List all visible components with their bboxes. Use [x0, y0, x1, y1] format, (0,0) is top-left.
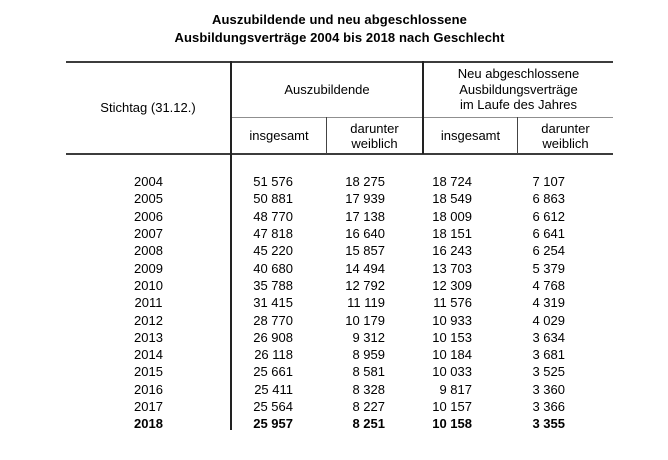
value-cell: 25 564 — [253, 399, 293, 414]
value-cell: 17 939 — [345, 191, 385, 207]
value-cell: 40 680 — [253, 260, 293, 276]
value-cell: 4 319 — [532, 295, 565, 311]
table-row — [66, 415, 613, 432]
value-cell: 8 251 — [352, 416, 385, 432]
header-group-neuvertraege-line1: Neu abgeschlossene — [457, 66, 580, 82]
year-cell: 2017 — [134, 399, 163, 414]
value-cell: 6 612 — [532, 208, 565, 224]
table-row — [66, 363, 613, 380]
table-title — [66, 11, 613, 46]
header-group-neuvertraege — [424, 61, 613, 118]
table-row — [66, 277, 613, 294]
header-group-auszubildende-label: Auszubildende — [284, 81, 370, 97]
value-cell: 6 641 — [532, 226, 565, 242]
value-cell: 8 328 — [352, 381, 385, 397]
header-border-bottom — [66, 153, 613, 155]
value-cell: 9 312 — [352, 329, 385, 345]
value-cell: 9 817 — [439, 381, 472, 397]
table-row — [66, 208, 613, 225]
subheader-label: weiblich — [351, 135, 398, 151]
value-cell: 7 107 — [532, 174, 565, 190]
value-cell: 10 179 — [345, 312, 385, 328]
header-stichtag-label: Stichtag (31.12.) — [100, 99, 196, 115]
value-cell: 16 243 — [432, 243, 472, 259]
value-cell: 31 415 — [253, 295, 293, 311]
value-cell: 11 576 — [433, 295, 472, 311]
value-cell: 18 549 — [432, 191, 472, 207]
year-cell: 2015 — [134, 364, 163, 380]
subheader-auszubildende-weiblich — [327, 118, 422, 153]
value-cell: 10 184 — [432, 347, 472, 363]
year-cell: 2009 — [134, 260, 163, 276]
value-cell: 3 525 — [532, 364, 565, 380]
value-cell: 47 818 — [253, 226, 293, 242]
value-cell: 15 857 — [345, 243, 385, 259]
year-cell: 2007 — [134, 226, 163, 242]
table-row — [66, 381, 613, 398]
value-cell: 18 009 — [432, 208, 472, 224]
year-cell: 2006 — [134, 208, 163, 224]
table-row — [66, 225, 613, 242]
value-cell: 16 640 — [345, 226, 385, 242]
value-cell: 25 411 — [254, 381, 293, 397]
value-cell: 10 158 — [432, 416, 472, 432]
table-row — [66, 190, 613, 207]
year-cell: 2013 — [134, 329, 163, 345]
header-group-auszubildende — [232, 62, 422, 117]
year-cell: 2005 — [134, 191, 163, 207]
year-cell: 2012 — [134, 312, 163, 328]
header-stichtag — [66, 62, 230, 153]
value-cell: 13 703 — [432, 260, 472, 276]
value-cell: 6 254 — [532, 243, 565, 259]
year-cell: 2014 — [134, 347, 163, 363]
table-row — [66, 173, 613, 190]
value-cell: 18 151 — [432, 226, 472, 242]
subheader-label: insgesamt — [440, 127, 501, 143]
value-cell: 12 792 — [345, 277, 385, 293]
year-cell: 2011 — [134, 295, 163, 311]
value-cell: 28 770 — [253, 312, 293, 328]
value-cell: 25 957 — [253, 416, 293, 432]
table-row — [66, 311, 613, 328]
value-cell: 45 220 — [253, 243, 293, 259]
value-cell: 11 119 — [347, 295, 385, 311]
table-row — [66, 398, 613, 415]
year-cell: 2018 — [134, 416, 163, 432]
subheader-label: darunter — [350, 120, 399, 136]
subheader-neuvertraege-weiblich — [518, 118, 613, 153]
table-row — [66, 346, 613, 363]
value-cell: 48 770 — [253, 208, 293, 224]
value-cell: 18 275 — [345, 174, 385, 190]
value-cell: 4 029 — [532, 312, 565, 328]
year-cell: 2008 — [134, 243, 163, 259]
subheader-neuvertraege-insgesamt — [424, 118, 517, 153]
value-cell: 35 788 — [253, 277, 293, 293]
value-cell: 17 138 — [345, 208, 385, 224]
value-cell: 3 634 — [532, 329, 565, 345]
table-row — [66, 242, 613, 259]
value-cell: 3 366 — [532, 399, 565, 414]
value-cell: 51 576 — [253, 174, 293, 190]
value-cell: 8 227 — [352, 399, 385, 414]
table-rows — [66, 173, 613, 432]
value-cell: 18 724 — [432, 174, 472, 190]
value-cell: 26 908 — [253, 329, 293, 345]
value-cell: 10 153 — [432, 329, 472, 345]
year-cell: 2010 — [134, 277, 163, 293]
value-cell: 14 494 — [345, 260, 385, 276]
year-cell: 2004 — [134, 174, 163, 190]
table-row — [66, 329, 613, 346]
subheader-auszubildende-insgesamt — [232, 118, 326, 153]
value-cell: 5 379 — [532, 260, 565, 276]
value-cell: 8 959 — [352, 347, 385, 363]
value-cell: 10 933 — [432, 312, 472, 328]
header-group-neuvertraege-line2: Ausbildungsverträge — [459, 81, 578, 97]
value-cell: 3 360 — [532, 381, 565, 397]
value-cell: 50 881 — [253, 191, 293, 207]
table-row — [66, 294, 613, 311]
value-cell: 3 355 — [532, 416, 565, 432]
subheader-label: weiblich — [542, 135, 589, 151]
value-cell: 12 309 — [432, 277, 472, 293]
table-row — [66, 259, 613, 276]
value-cell: 8 581 — [352, 364, 385, 380]
value-cell: 3 681 — [532, 347, 565, 363]
table-title-line2: Ausbildungsverträge 2004 bis 2018 nach Geschlecht — [174, 29, 505, 45]
header-group-neuvertraege-line3: im Laufe des Jahres — [459, 97, 578, 113]
value-cell: 6 863 — [532, 191, 565, 207]
year-cell: 2016 — [134, 381, 163, 397]
table-title-line1: Auszubildende und neu abgeschlossene — [212, 12, 467, 27]
value-cell: 4 768 — [532, 277, 565, 293]
subheader-label: darunter — [541, 120, 590, 136]
value-cell: 25 661 — [253, 364, 293, 380]
subheader-label: insgesamt — [249, 127, 309, 143]
value-cell: 10 157 — [432, 399, 472, 414]
value-cell: 10 033 — [432, 364, 472, 380]
value-cell: 26 118 — [254, 347, 293, 363]
